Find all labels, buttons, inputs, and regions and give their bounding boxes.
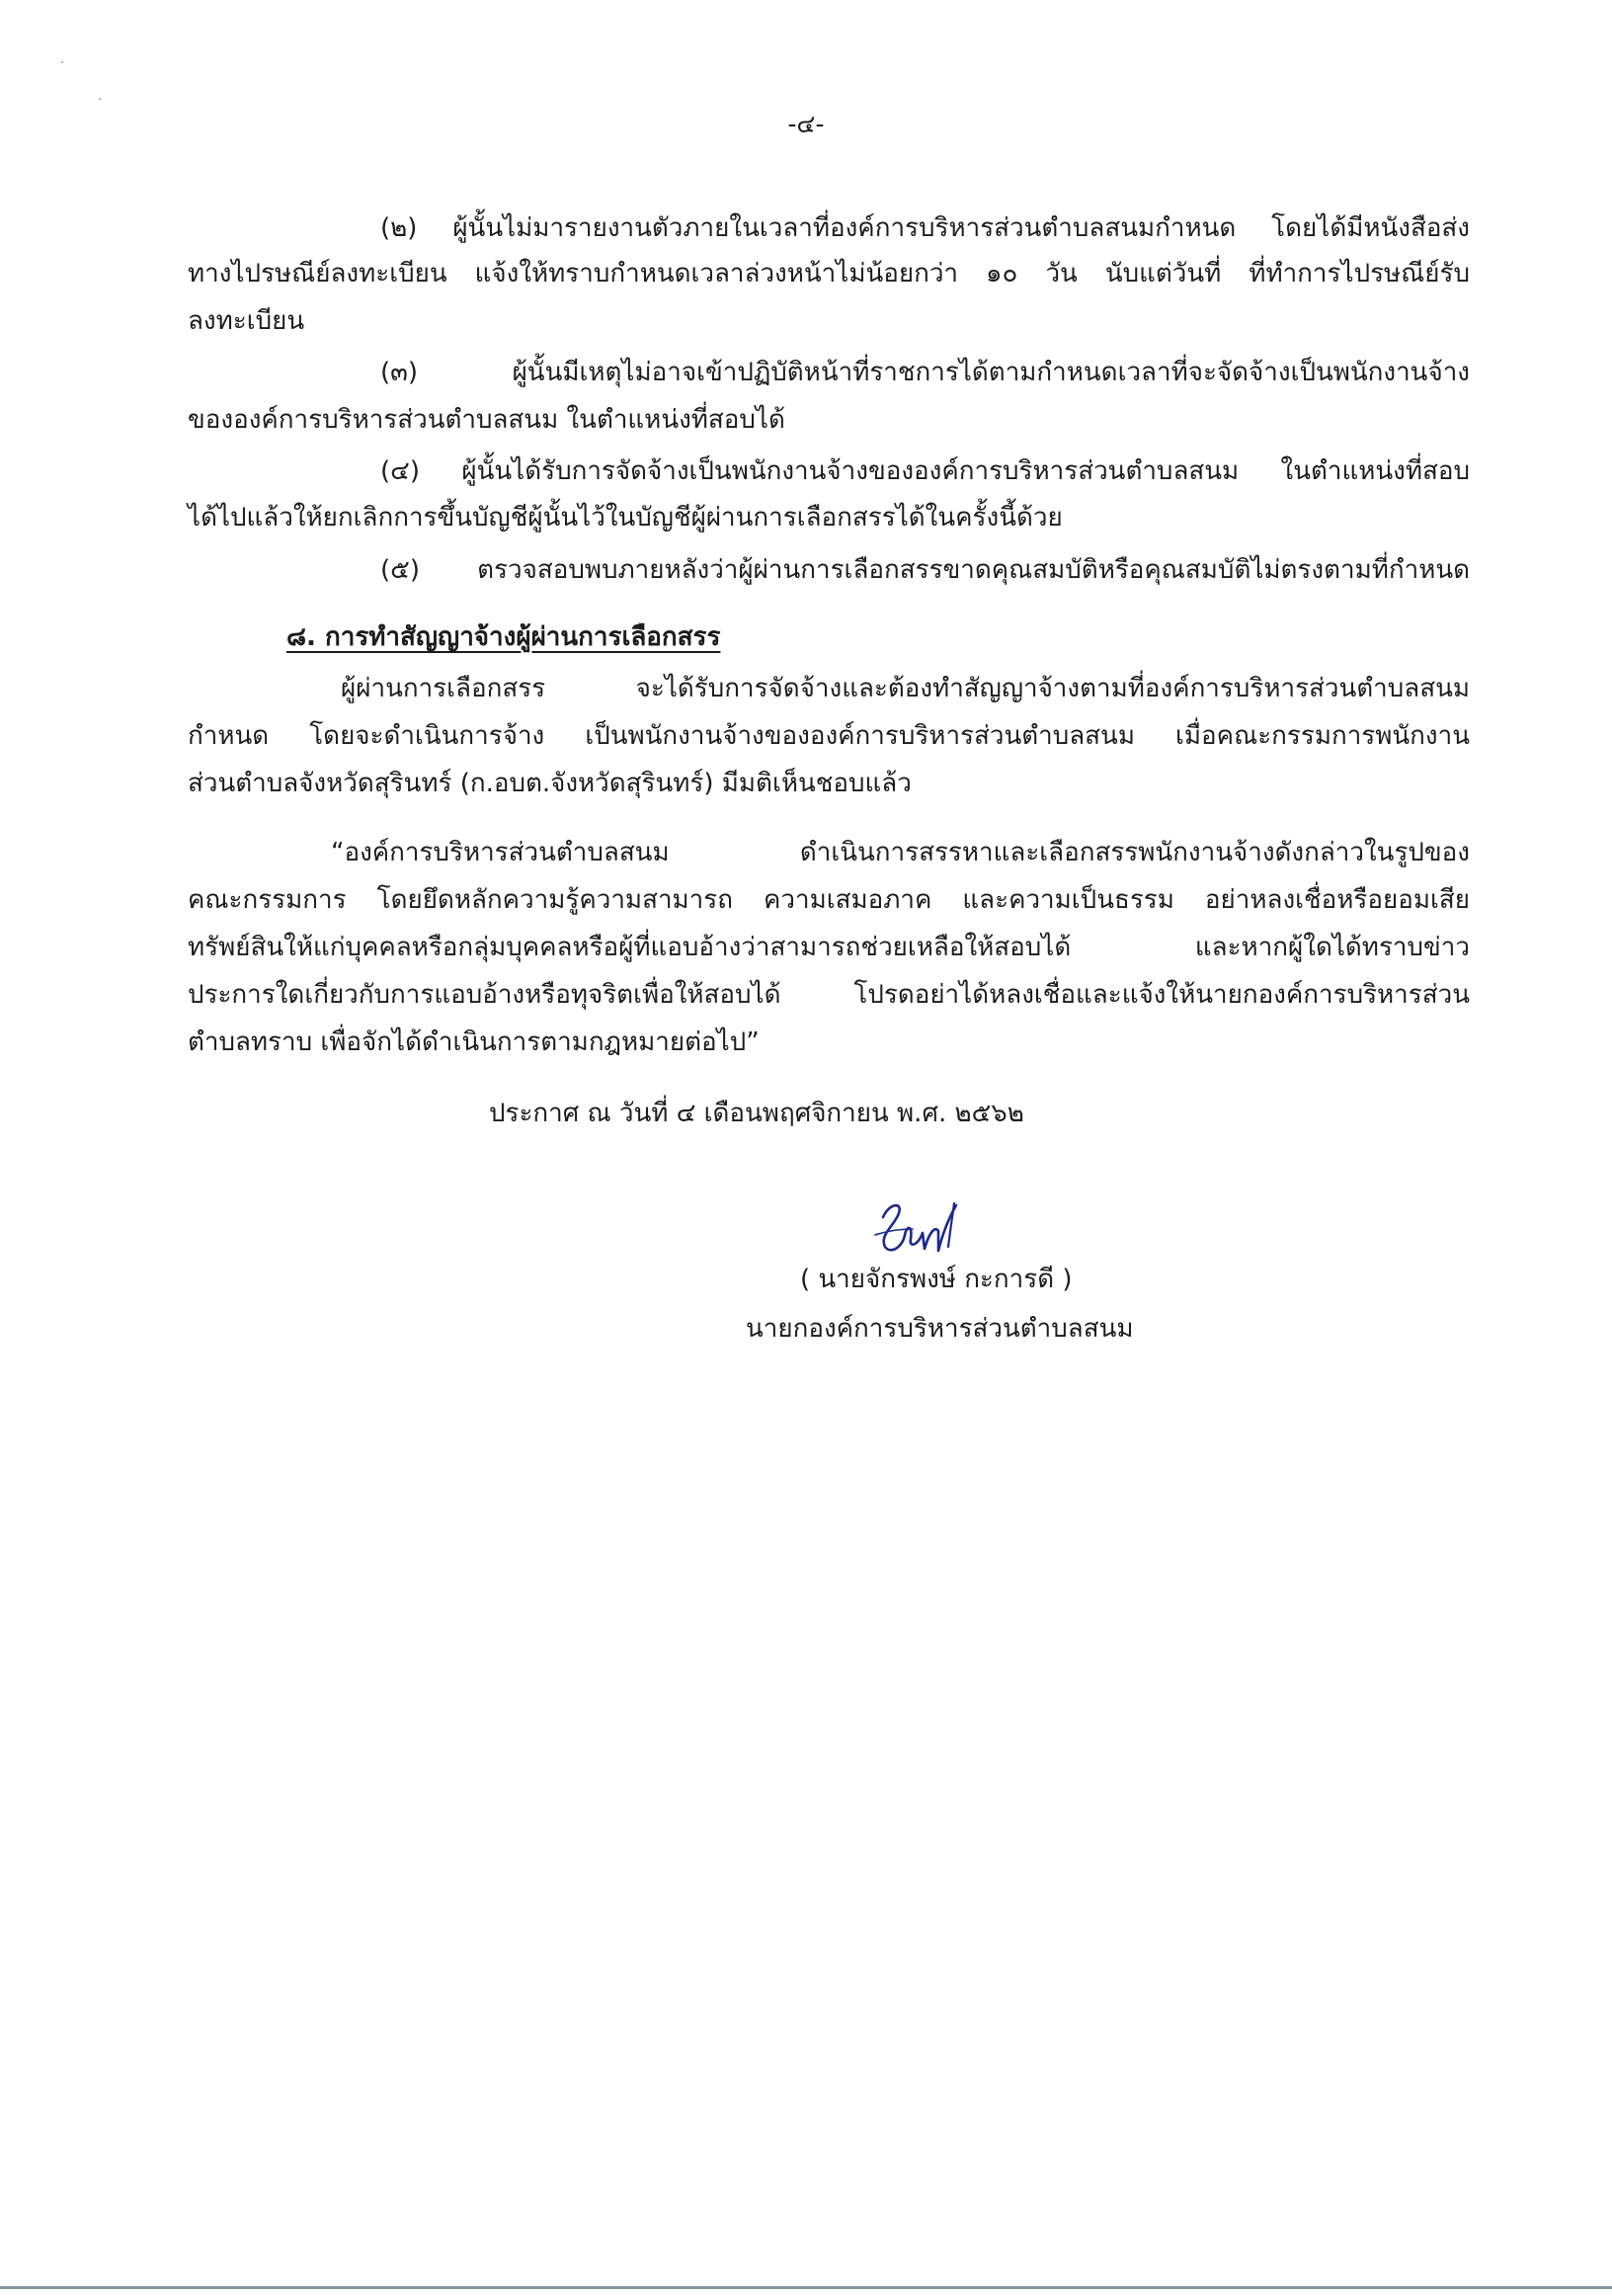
scan-speck [61,61,63,63]
quote-line-2: คณะกรรมการ โดยยึดหลักความรู้ความสามารถ ความเสมอภาค และความเป็นธรรม อย่าหลงเชื่อหรือยอมเสีย [188,885,1470,915]
section-8-line-1: ผู้ผ่านการเลือกสรร จะได้รับการจัดจ้างและต้องทำสัญญาจ้างตามที่องค์การบริหารส่วนตำบลสนม [341,674,1470,703]
item-2-line-1: (๒) ผู้นั้นไม่มารายงานตัวภายในเวลาที่องค์การบริหารส่วนตำบลสนมกำหนด โดยได้มีหนังสือส่ง [380,213,1470,243]
item-4-line-1: (๔) ผู้นั้นได้รับการจัดจ้างเป็นพนักงานจ้างขององค์การบริหารส่วนตำบลสนม ในตำแหน่งที่สอบ [380,456,1470,486]
item-5-line-1: (๕) ตรวจสอบพบภายหลังว่าผู้ผ่านการเลือกสรรขาดคุณสมบัติหรือคุณสมบัติไม่ตรงตามที่กำหนด [380,555,1470,585]
announcement-date: ประกาศ ณ วันที่ ๔ เดือนพฤศจิกายน พ.ศ. ๒๕๖๒ [489,1099,1024,1128]
item-4-line-2: ได้ไปแล้วให้ยกเลิกการขึ้นบัญชีผู้นั้นไว้ในบัญชีผู้ผ่านการเลือกสรรได้ในครั้งนี้ด้วย [188,503,1063,533]
item-3-line-2: ขององค์การบริหารส่วนตำบลสนม ในตำแหน่งที่สอบได้ [188,405,785,435]
page-number: -๔- [787,110,825,138]
item-2-line-3: ลงทะเบียน [188,306,305,336]
item-3-line-1: (๓) ผู้นั้นมีเหตุไม่อาจเข้าปฏิบัติหน้าที่ราชการได้ตามกำหนดเวลาที่จะจัดจ้างเป็นพนักงานจ้าง [380,358,1470,387]
quote-line-1: “องค์การบริหารส่วนตำบลสนม ดำเนินการสรรหาและเลือกสรรพนักงานจ้างดังกล่าวในรูปของ [331,838,1470,867]
section-8-line-3: ส่วนตำบลจังหวัดสุรินทร์ (ก.อบต.จังหวัดสุรินทร์) มีมติเห็นชอบแล้ว [188,769,912,798]
item-2-line-2: ทางไปรษณีย์ลงทะเบียน แจ้งให้ทราบกำหนดเวลาล่วงหน้าไม่น้อยกว่า ๑๐ วัน นับแต่วันที่ ที่ทำการไปรษณีย์รับ [188,259,1470,288]
signer-title: นายกองค์การบริหารส่วนตำบลสนม [746,1314,1134,1344]
section-8-heading: ๘. การทำสัญญาจ้างผู้ผ่านการเลือกสรร [286,622,721,652]
scan-speck [99,98,101,100]
page-bottom-edge [0,2286,1612,2289]
quote-line-3: ทรัพย์สินให้แก่บุคคลหรือกลุ่มบุคคลหรือผู้ที่แอบอ้างว่าสามารถช่วยเหลือให้สอบได้ และหากผู้ใดได้ทราบข่าว [188,933,1470,962]
quote-line-4: ประการใดเกี่ยวกับการแอบอ้างหรือทุจริตเพื่อให้สอบได้ โปรดอย่าได้หลงเชื่อและแจ้งให้นายกองค์การบริหารส่วน [188,980,1470,1010]
section-8-line-2: กำหนด โดยจะดำเนินการจ้าง เป็นพนักงานจ้างขององค์การบริหารส่วนตำบลสนม เมื่อคณะกรรมการพนักงาน [188,721,1470,751]
quote-line-5: ตำบลทราบ เพื่อจักได้ดำเนินการตามกฎหมายต่อไป” [188,1027,760,1057]
handwritten-signature [869,1195,988,1265]
signer-name: ( นายจักรพงษ์ กะการดี ) [800,1265,1073,1294]
